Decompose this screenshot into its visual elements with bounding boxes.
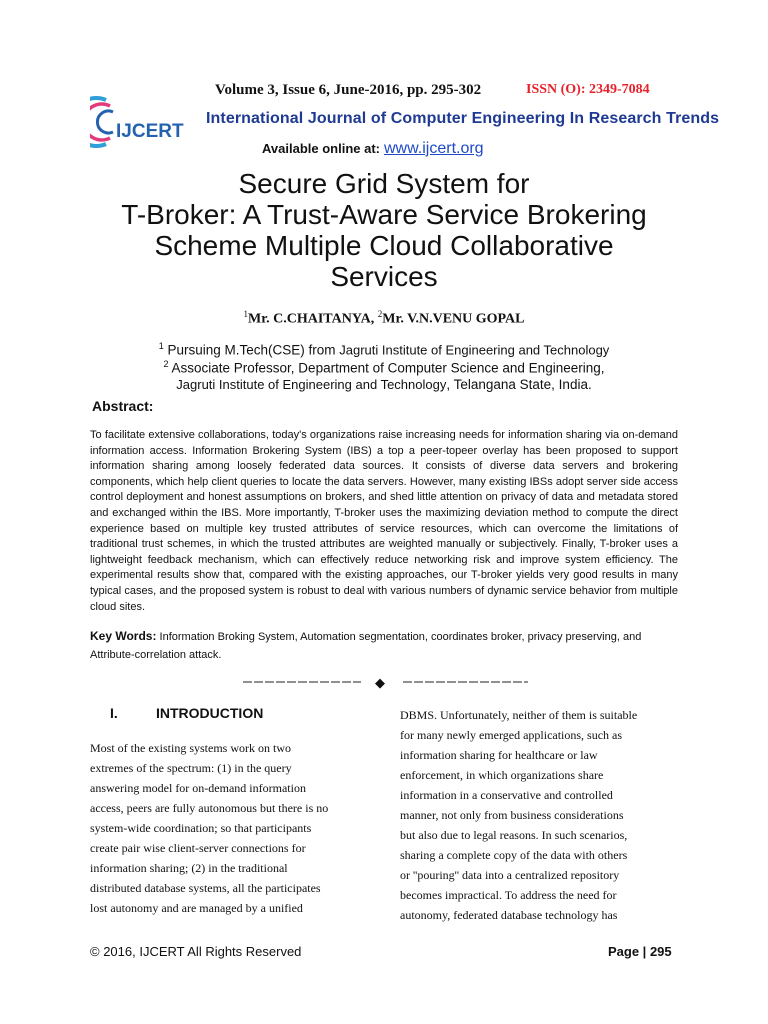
- text-line: for many newly emerged applications, such as: [400, 728, 623, 742]
- logo-arc-inner: [97, 111, 113, 133]
- footer-page: [608, 944, 672, 959]
- journal-website-link[interactable]: www.ijcert.org: [384, 140, 484, 157]
- text-line: lost autonomy and are managed by a unified: [90, 901, 303, 915]
- affiliation-1-superscript: 1: [158, 341, 164, 351]
- text-line: sharing a complete copy of the data with others: [400, 848, 628, 862]
- divider-diamond-icon: ◆: [375, 676, 385, 690]
- page-label: Page |: [608, 944, 650, 959]
- text-line: information in a conservative and controlled: [400, 788, 613, 802]
- text-line: but also due to legal reasons. In such scenarios,: [400, 828, 628, 842]
- issn: ISSN (O): 2349-7084: [526, 82, 650, 97]
- affiliation-1: [0, 341, 768, 358]
- volume-info: Volume 3, Issue 6, June-2016, pp. 295-302: [215, 82, 482, 98]
- author-2: Mr. V.N.VENU GOPAL: [382, 311, 525, 327]
- affiliation-2-superscript: 2: [163, 359, 169, 369]
- title-line: Scheme Multiple Cloud Collaborative: [154, 230, 614, 261]
- text-line: access, peers are fully autonomous but there is no: [90, 801, 329, 815]
- title-line: Secure Grid System for: [238, 168, 530, 199]
- logo-text: IJCERT: [116, 121, 184, 142]
- affiliation-1-institute: Jagruti Institute of Engineering and Technology: [339, 342, 610, 358]
- section-number: I.: [110, 705, 118, 721]
- available-label: Available online at:: [262, 141, 380, 156]
- journal-logo: [90, 92, 210, 150]
- journal-name: International Journal of Computer Engineering In Research Trends: [206, 110, 720, 127]
- keywords-text: Information Broking System, Automation segmentation, coordinates broker, privacy preserving, and Attribute-correlation attack.: [90, 631, 642, 661]
- keywords: [90, 627, 678, 664]
- text-line: manner, not only from business considerations: [400, 808, 624, 822]
- affiliation-2-role: Associate Professor, Department of Computer Science and Engineering,: [168, 360, 605, 376]
- keywords-label: Key Words:: [90, 629, 157, 643]
- abstract-text: To facilitate extensive collaborations, today's organizations raise increasing needs for information sharing via on-demand information access. Information Brokering System (IBS) a top a peer-topeer overlay has been proposed to support information sharing among loosely federated data sources. It consists of diverse data servers and brokering components, which help client queries to locate the data servers. However, many existing IBSs adopt server side access control deployment and honest assumptions on brokers, and shed little attention on privacy of data and metadata stored and exchanged within the IBS. More importantly, T-broker uses the maximizing deviation method to compute the direct experience based on multiple key trusted attributes of service resources, which can overcome the limitations of traditional trust schemes, in which the trusted attributes are weighted manually or subjectively. Finally, T-broker uses a lightweight feedback mechanism, which can effectively reduce networking risk and improve system efficiency. The experimental results show that, compared with the existing approaches, our T-broker yields very good results in many typical cases, and the proposed system is robust to deal with various numbers of dynamic service behavior from multiple cloud sites.: [90, 429, 678, 613]
- availability-line: [262, 140, 484, 158]
- text-line: becomes impractical. To address the need for: [400, 888, 617, 902]
- text-line: extremes of the spectrum: (1) in the query: [90, 761, 292, 775]
- title-line: Services: [330, 261, 438, 292]
- text-line: system-wide coordination; so that participants: [90, 821, 312, 835]
- affiliation-3-location: , Telangana State, India.: [446, 377, 592, 392]
- text-line: answering model for on-demand information: [90, 781, 306, 795]
- author-separator: ,: [370, 311, 378, 327]
- text-line: information sharing for healthcare or law: [400, 748, 598, 762]
- author-2-superscript: 2: [377, 309, 383, 319]
- logo-arc-middle: [90, 104, 110, 140]
- author-1-superscript: 1: [243, 309, 248, 319]
- section-divider: [243, 674, 533, 690]
- left-column-text: [90, 738, 366, 918]
- author-1: Mr. C.CHAITANYA: [248, 311, 371, 327]
- text-line: Most of the existing systems work on two: [90, 741, 291, 755]
- text-line: distributed database systems, all the participates: [90, 881, 321, 895]
- author-list: [0, 309, 768, 328]
- affiliation-3: [0, 377, 768, 392]
- footer-copyright: © 2016, IJCERT All Rights Reserved: [90, 944, 302, 959]
- section-title: INTRODUCTION: [156, 705, 264, 721]
- paper-title: [0, 168, 768, 292]
- affiliation-1-role: Pursuing M.Tech(CSE) from: [163, 342, 340, 358]
- text-line: DBMS. Unfortunately, neither of them is suitable: [400, 708, 638, 722]
- abstract-heading: Abstract:: [92, 398, 154, 414]
- divider-graphic: [243, 674, 533, 690]
- text-line: enforcement, in which organizations share: [400, 768, 604, 782]
- section-heading: [110, 705, 263, 721]
- title-line: T-Broker: A Trust-Aware Service Brokering: [121, 199, 647, 230]
- ijcert-logo-graphic: [90, 92, 210, 150]
- text-line: or ''pouring'' data into a centralized repository: [400, 868, 620, 882]
- text-line: autonomy, federated database technology has: [400, 908, 618, 922]
- affiliation-3-institute: Jagruti Institute of Engineering and Technology: [176, 377, 447, 392]
- page-number: 295: [649, 944, 672, 959]
- affiliation-2: [0, 359, 768, 376]
- text-line: create pair wise client-server connections for: [90, 841, 306, 855]
- right-column-text: [400, 705, 678, 925]
- text-line: information sharing; (2) in the traditional: [90, 861, 288, 875]
